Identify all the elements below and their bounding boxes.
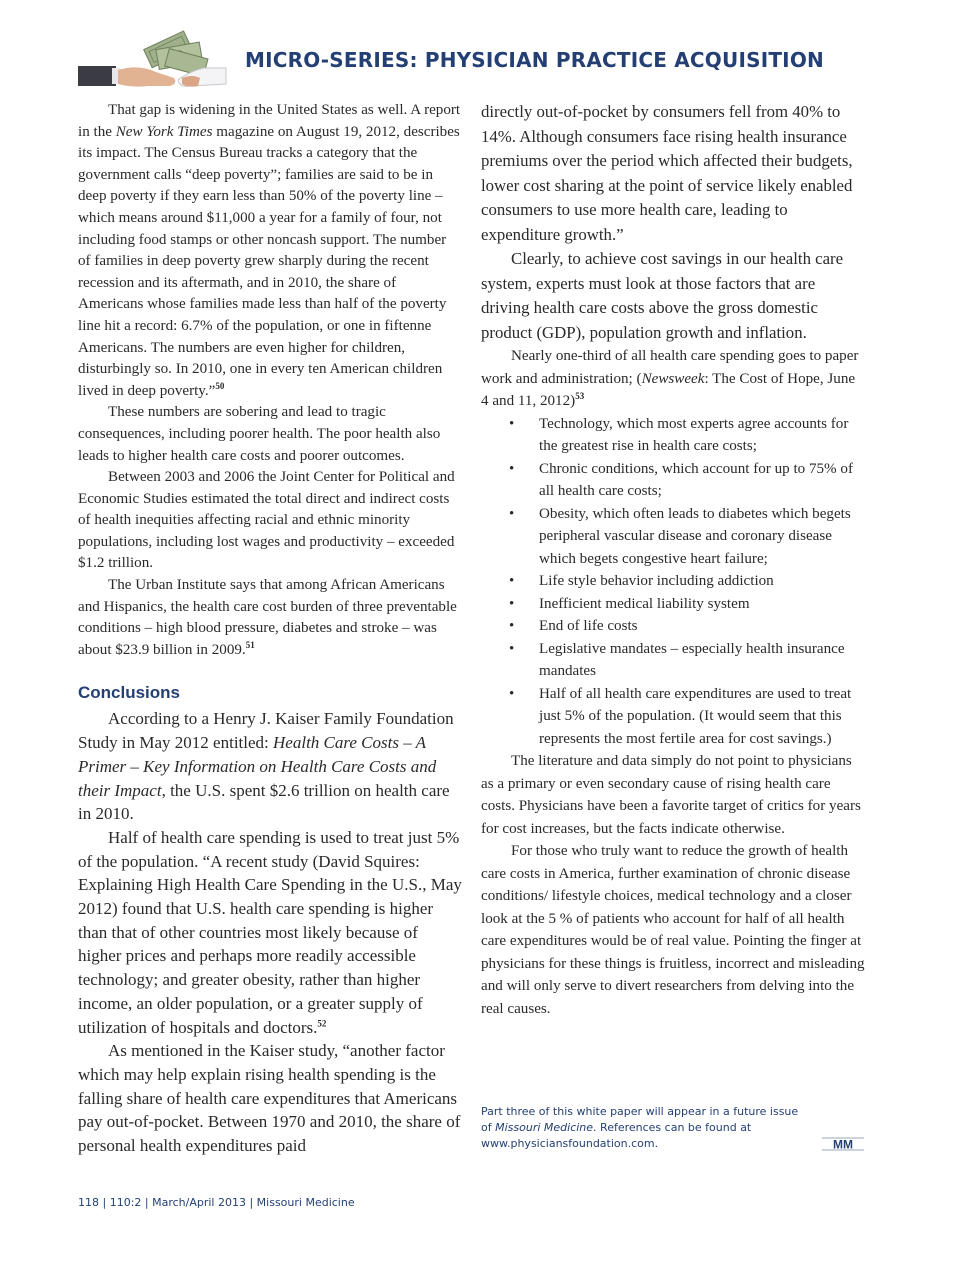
paragraph-out-of-pocket: As mentioned in the Kaiser study, “another factor which may help explain rising health spending is the falling share of health care expenditures that Americans pay out-of-pocket. Between 1970 and 2010, the share of personal health expenditures paid: [78, 1041, 461, 1156]
list-item: • Inefficient medical liability system: [481, 593, 865, 616]
list-item: • Obesity, which often leads to diabetes which begets peripheral vascular disease and coronary disease which begets congestive heart failure;: [481, 503, 865, 571]
page-footer: 118 | 110:2 | March/April 2013 | Missouri Medicine: [78, 1196, 355, 1209]
logo-text: MM: [833, 1137, 853, 1152]
bullet-icon: •: [509, 573, 515, 589]
paragraph-deep-poverty: That gap is widening in the United States as well. A report in the New York Times magazine on August 19, 2012, describes its impact. The Census Bureau tracks a category that the government calls “deep poverty”; families are said to be in deep poverty if they earn less than 50% of the poverty line – which means around $11,000 a year for a family of four, not including food stamps or other noncash support. The number of families in deep poverty grew sharply during the recent recession and its aftermath, and in 2010, the share of Americans whose families made less than half of the poverty line hit a record: 6.7% of the population, or one in fiftenne Americans. The numbers are even higher for children, disturbingly so. In 2010, one in every ten American children lived in deep poverty.”$^{50}$: [78, 102, 461, 399]
bullet-icon: •: [509, 595, 515, 612]
paragraph-continued: directly out-of-pocket by consumers fell from 40% to 14%. Although consumers face rising health insurance premiums over the period which affected their budgets, lower cost sharing at the point of service likely enabled consumers to use more health care, leading to expenditure growth.”: [481, 102, 853, 244]
bullet-icon: •: [509, 640, 515, 657]
bullet-icon: •: [509, 685, 515, 702]
list-item: • Chronic conditions, which account for up to 75% of all health care costs;: [481, 458, 865, 503]
bullet-icon: •: [509, 618, 515, 634]
missouri-medicine-logo: [822, 1136, 864, 1152]
cost-factors-list: [481, 413, 865, 751]
list-item: • End of life costs: [481, 615, 865, 638]
paragraph-cost-savings: Clearly, to achieve cost savings in our health care system, experts must look at those factors that are driving health care costs above the gross domestic product (GDP), population growth and inflation.: [481, 249, 844, 342]
paragraph-reduce-growth: For those who truly want to reduce the growth of health care costs in America, further examination of chronic disease conditions/ lifestyle choices, medical technology and a closer look at the 5 % of patients who account for half of all health care expenditures would be of real value. Pointing the finger at physicians for these things is fruitless, incorrect and misleading and will only serve to divert researchers from delving into the real causes.: [481, 843, 865, 1017]
list-item: • Life style behavior including addiction: [481, 570, 865, 593]
series-title: MICRO-SERIES: PHYSICIAN PRACTICE ACQUISITION: [245, 48, 824, 72]
bullet-icon: •: [509, 460, 515, 477]
list-item: • Legislative mandates – especially health insurance mandates: [481, 638, 865, 683]
paragraph-half-spending: Half of health care spending is used to treat just 5% of the population. “A recent study (David Squires: Explaining High Health Care Spending in the U.S., May 2012) found that U.S. health care spending is higher than that of other countries most likely because of higher prices and perhaps more readily accessible technology; and greater obesity, rather than higher income, an older population, or a greater supply of utilization of hospitals and doctors.$^{52}$: [78, 827, 462, 1037]
paragraph-joint-center: Between 2003 and 2006 the Joint Center for Political and Economic Studies estimated the total direct and indirect costs of health inequities affecting racial and ethnic minority populations, including lost wages and productivity – exceeded $1.2 trillion.: [78, 469, 455, 572]
bullet-icon: •: [509, 415, 515, 432]
left-column: [78, 100, 462, 1158]
list-item: • Half of all health care expenditures are used to treat just 5% of the population. (It would seem that this represents the most fertile area for cost savings.): [481, 683, 865, 751]
paragraph-literature: The literature and data simply do not point to physicians as a primary or even secondary cause of rising health care costs. Physicians have been a favorite target of critics for years for cost increases, but the facts indicate otherwise.: [481, 753, 861, 837]
paragraph-urban-institute: The Urban Institute says that among African Americans and Hispanics, the health care cost burden of three preventable conditions – high blood pressure, diabetes and stroke – was about $23.9 billion in 2009.51: [78, 577, 457, 658]
money-handshake-icon: [78, 28, 228, 100]
conclusions-heading: Conclusions: [78, 683, 181, 703]
paragraph-kaiser-study: According to a Henry J. Kaiser Family Foundation Study in May 2012 entitled: Health Care Costs – A Primer – Key Information on Health Care Costs and their Impact, the U.S. spent $2.6 trillion on health care in 2010.: [78, 709, 454, 824]
bullet-icon: •: [509, 505, 515, 522]
paragraph-sobering: These numbers are sobering and lead to tragic consequences, including poorer health. The poor health also leads to higher health care costs and poorer outcomes.: [78, 404, 441, 464]
part-three-note: Part three of this white paper will appear in a future issue of Missouri Medicine. References can be found at www.physiciansfoundation.com.: [481, 1105, 799, 1150]
list-item: • Technology, which most experts agree accounts for the greatest rise in health care costs;: [481, 413, 865, 458]
paragraph-administration: Nearly one-third of all health care spending goes to paper work and administration; (Newsweek: The Cost of Hope, June 4 and 11, 2012)$^{53}$: [481, 348, 859, 409]
right-column: [481, 100, 865, 1020]
